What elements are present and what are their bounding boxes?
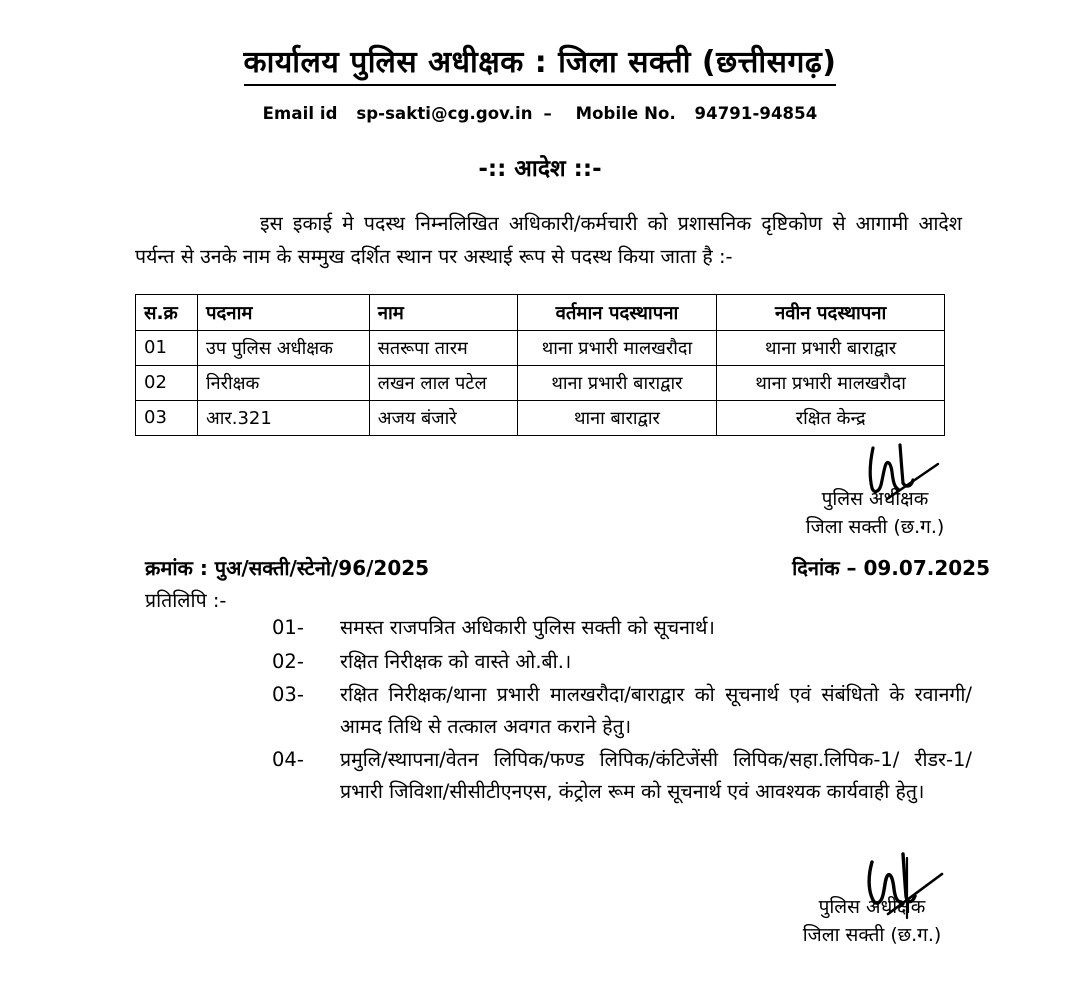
table-col-serial: स.क्र — [136, 294, 198, 330]
email-value: sp-sakti@cg.gov.in — [356, 103, 533, 123]
table-col-designation: पदनाम — [197, 294, 369, 330]
cell-new-posting: रक्षित केन्द्र — [717, 400, 945, 435]
reference-row — [145, 554, 990, 581]
signature-district: जिला सक्ती (छ.ग.) — [805, 515, 945, 538]
office-title-text: कार्यालय पुलिस अधीक्षक : जिला सक्ती (छत्तीसगढ़) — [244, 46, 837, 86]
mobile-value: 94791-94854 — [694, 103, 818, 123]
signature-designation: पुलिस अधीक्षक — [821, 488, 929, 510]
cell-name: लखन लाल पटेल — [369, 365, 517, 400]
contact-line — [0, 104, 1080, 123]
signature-district: जिला सक्ती (छ.ग.) — [802, 923, 942, 946]
cell-name: सतरूपा तारम — [369, 330, 517, 365]
table-col-name: नाम — [369, 294, 517, 330]
cell-designation: निरीक्षक — [197, 365, 369, 400]
transfer-table — [135, 294, 945, 436]
list-item-text: रक्षित निरीक्षक को वास्ते ओ.बी.। — [340, 649, 572, 673]
signature-block-bottom — [752, 894, 992, 949]
distribution-list — [272, 612, 972, 809]
reference-number: क्रमांक : पुअ/सक्ती/स्टेनो/96/2025 — [145, 556, 430, 580]
list-item-text: प्रमुलि/स्थापना/वेतन लिपिक/फण्ड लिपिक/कंटिजेंसी लिपिक/सहा.लिपिक-1/ रीडर-1/प्रभारी जिविशा/सीसीटीएनएस, कंट्रोल रूम को सूचनार्थ एवं आवश्यक कार्यवाही हेतु। — [340, 748, 972, 803]
order-body-paragraph: इस इकाई मे पदस्थ निम्नलिखित अधिकारी/कर्मचारी को प्रशासनिक दृष्टिकोण से आगामी आदेश पर्यन्त से उनके नाम के सम्मुख दर्शित स्थान पर अस्थाई रूप से पदस्थ किया जाता है :- — [135, 211, 962, 269]
list-item-number: 02- — [272, 649, 304, 673]
list-item-number: 03- — [272, 683, 304, 707]
cell-designation: उप पुलिस अधीक्षक — [197, 330, 369, 365]
list-item — [272, 646, 972, 678]
signature-designation: पुलिस अधीक्षक — [818, 896, 926, 918]
transfer-table-wrapper — [135, 294, 945, 436]
list-item-number: 04- — [272, 748, 304, 772]
handwritten-signature-icon — [853, 442, 965, 504]
cell-serial: 02 — [136, 365, 198, 400]
cell-new-posting: थाना प्रभारी बाराद्वार — [717, 330, 945, 365]
list-item-text: समस्त राजपत्रित अधिकारी पुलिस सक्ती को सूचनार्थ। — [340, 616, 715, 639]
document-page — [0, 46, 1080, 994]
table-row — [136, 330, 945, 365]
list-item — [272, 744, 972, 807]
table-row — [136, 400, 945, 435]
list-item — [272, 679, 972, 742]
cell-current-posting: थाना प्रभारी बाराद्वार — [517, 365, 717, 400]
table-col-new-posting: नवीन पदस्थापना — [717, 294, 945, 330]
order-date: दिनांक – 09.07.2025 — [792, 556, 990, 580]
order-heading: -:: आदेश ::- — [478, 155, 602, 182]
list-item-text: रक्षित निरीक्षक/थाना प्रभारी मालखरौदा/बाराद्वार को सूचनार्थ एवं संबंधितो के रवानगी/आमद तिथि से तत्काल अवगत कराने हेतु। — [340, 683, 972, 738]
email-label: Email id — [262, 103, 338, 123]
signature-block-top — [760, 486, 990, 541]
table-col-current-posting: वर्तमान पदस्थापना — [517, 294, 717, 330]
cell-designation: आर.321 — [197, 400, 369, 435]
cell-current-posting: थाना बाराद्वार — [517, 400, 717, 435]
table-header-row — [136, 294, 945, 330]
cell-new-posting: थाना प्रभारी मालखरौदा — [717, 365, 945, 400]
table-row — [136, 365, 945, 400]
office-title — [0, 46, 1080, 86]
copy-to-label: प्रतिलिपि :- — [145, 589, 227, 612]
cell-serial: 01 — [136, 330, 198, 365]
cell-name: अजय बंजारे — [369, 400, 517, 435]
list-item — [272, 612, 972, 644]
list-item-number: 01- — [272, 616, 304, 639]
cell-current-posting: थाना प्रभारी मालखरौदा — [517, 330, 717, 365]
contact-separator: – — [543, 103, 552, 123]
cell-serial: 03 — [136, 400, 198, 435]
mobile-label: Mobile No. — [575, 103, 676, 123]
handwritten-signature-icon — [850, 850, 968, 920]
